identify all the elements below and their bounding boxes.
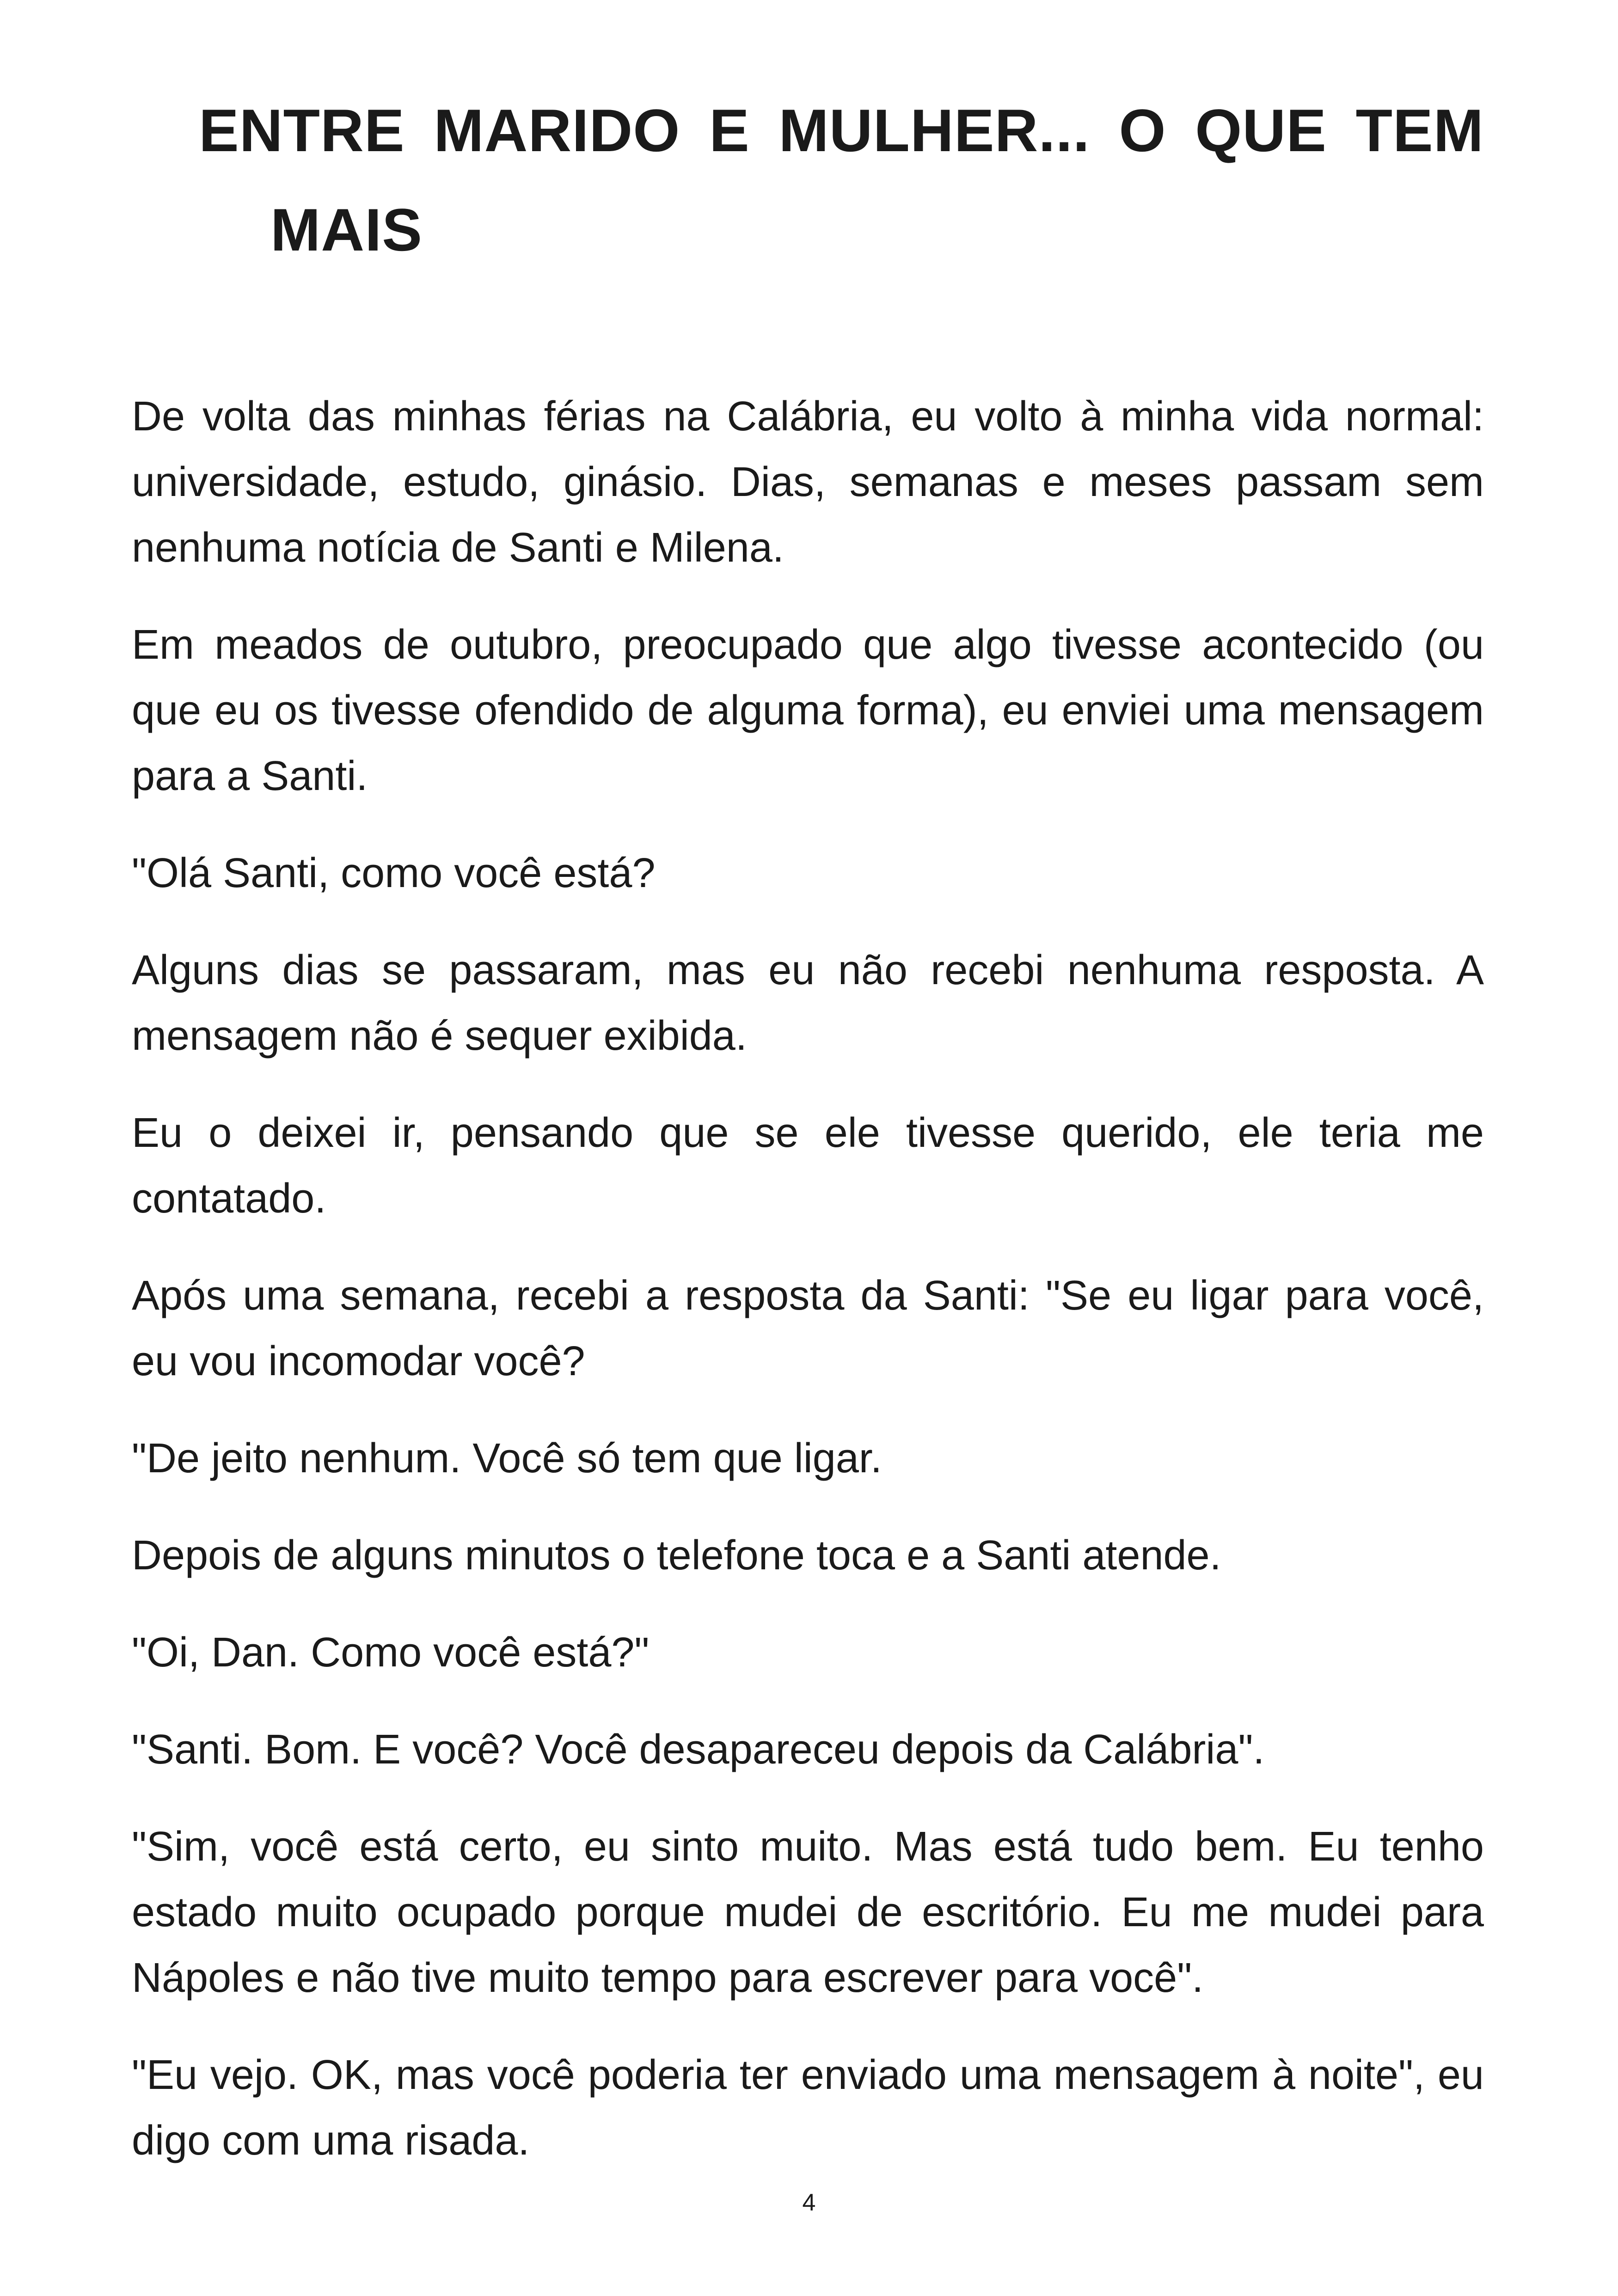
- paragraph: "Olá Santi, como você está?: [132, 850, 656, 896]
- chapter-title: ENTRE MARIDO E MULHER... O QUE TEM: [199, 97, 1484, 164]
- paragraph: Eu o deixei ir, pensando que se ele tivesse querido, ele teria me contatado.: [132, 1110, 1484, 1222]
- chapter-title-continuation: MAIS: [270, 196, 423, 263]
- body-text: [132, 384, 1484, 2205]
- paragraph: "Eu vejo. OK, mas você poderia ter enviado uma mensagem à noite", eu digo com uma risada.: [132, 2052, 1484, 2164]
- paragraph: Em meados de outubro, preocupado que algo tivesse acontecido (ou que eu os tivesse ofendido de alguma forma), eu enviei uma mensagem para a Santi.: [132, 622, 1484, 799]
- paragraph: "Santi. Bom. E você? Você desapareceu depois da Calábria".: [132, 1727, 1265, 1773]
- paragraph: "Oi, Dan. Como você está?": [132, 1629, 650, 1676]
- paragraph: Alguns dias se passaram, mas eu não recebi nenhuma resposta. A mensagem não é sequer exibida.: [132, 947, 1484, 1059]
- paragraph: De volta das minhas férias na Calábria, eu volto à minha vida normal: universidade, estudo, ginásio. Dias, semanas e meses passam sem nenhuma notícia de Santi e Milena.: [132, 393, 1484, 571]
- page-number: 4: [802, 2189, 816, 2216]
- paragraph: "De jeito nenhum. Você só tem que ligar.: [132, 1435, 882, 1482]
- paragraph: "Sim, você está certo, eu sinto muito. Mas está tudo bem. Eu tenho estado muito ocupado porque mudei de escritório. Eu me mudei para Nápoles e não tive muito tempo para escrever para você".: [132, 1824, 1484, 2001]
- paragraph: Depois de alguns minutos o telefone toca e a Santi atende.: [132, 1532, 1221, 1579]
- paragraph: Após uma semana, recebi a resposta da Santi: "Se eu ligar para você, eu vou incomodar você?: [132, 1273, 1484, 1384]
